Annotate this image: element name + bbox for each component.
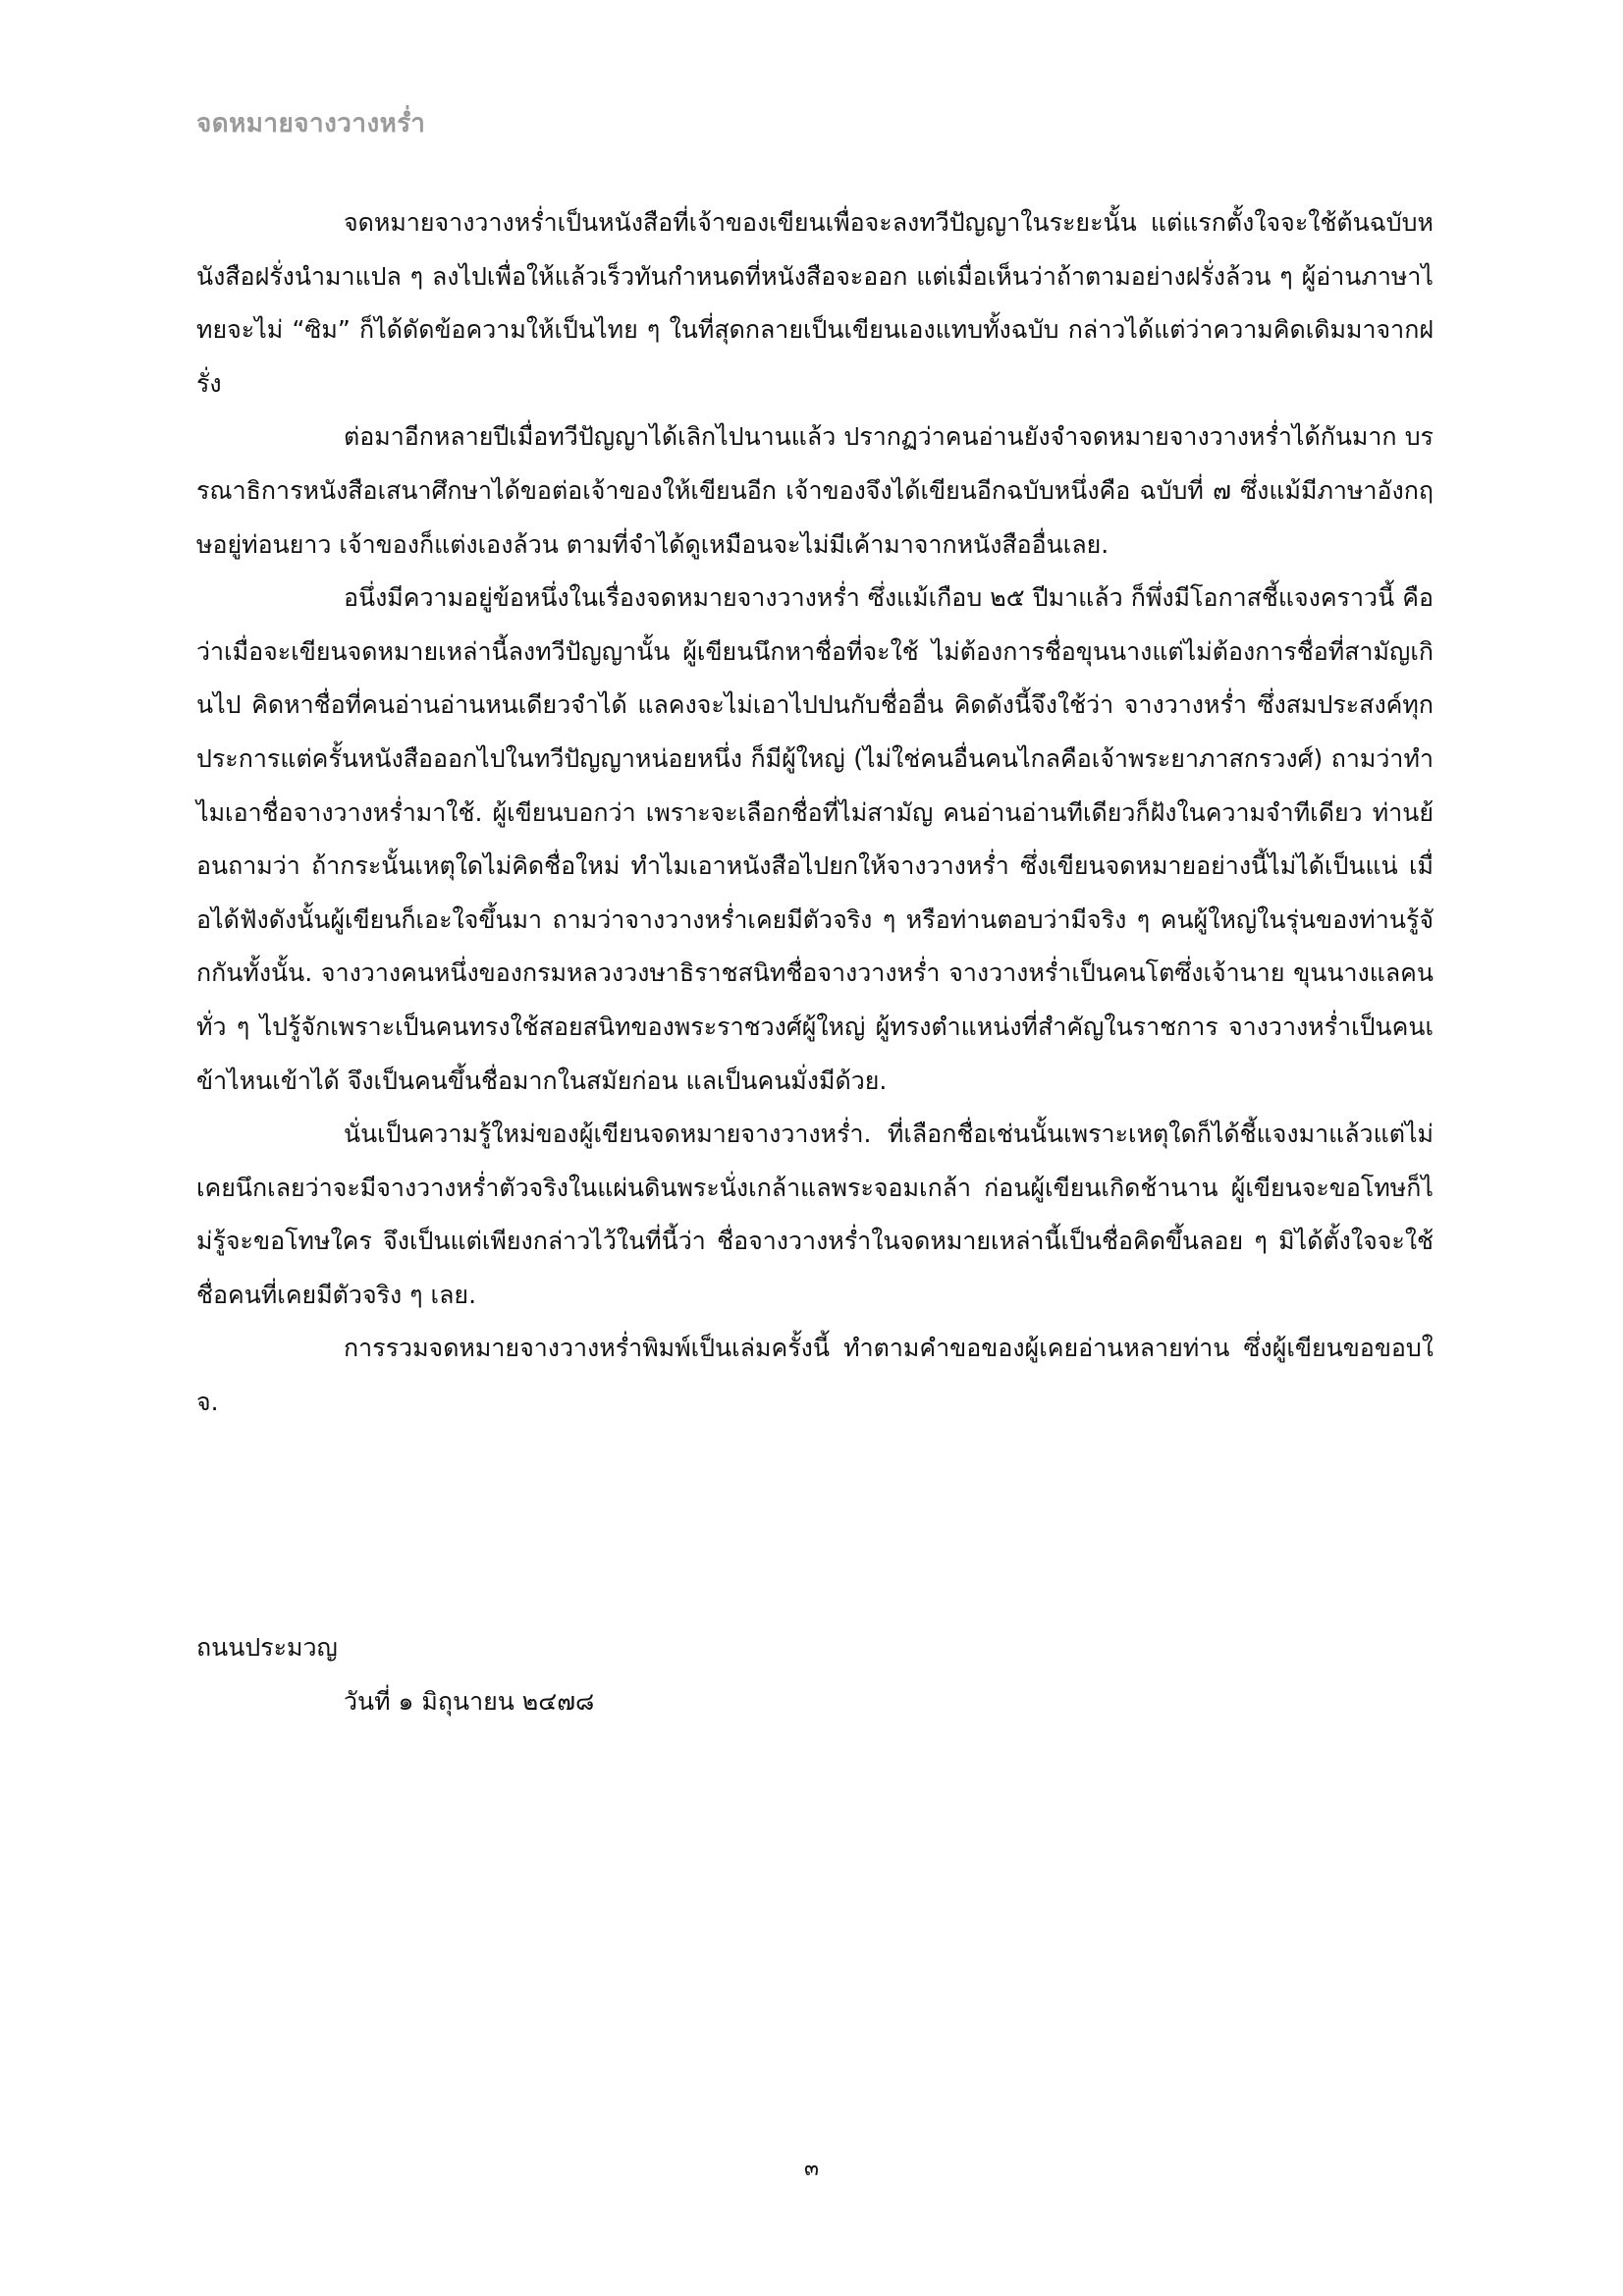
page-number: ๓ xyxy=(803,2157,820,2181)
signature-block xyxy=(196,1620,594,1728)
body-text xyxy=(196,196,1434,1430)
paragraph-2: ต่อมาอีกหลายปีเมื่อทวีปัญญาได้เลิกไปนานแล้ว ปรากฏว่าคนอ่านยังจำจดหมายจางวางหร่ำได้กันมาก บรรณาธิการหนังสือเสนาศึกษาได้ขอต่อเจ้าของให้เขียนอีก เจ้าของจึงได้เขียนอีกฉบับหนึ่งคือ ฉบับที่ ๗ ซึ่งแม้มีภาษาอังกฤษอยู่ท่อนยาว เจ้าของก็แต่งเองล้วน ตามที่จำได้ดูเหมือนจะไม่มีเค้ามาจากหนังสืออื่นเลย. xyxy=(196,422,1434,559)
signature-date: วันที่ ๑ มิถุนายน ๒๔๗๘ xyxy=(344,1687,595,1716)
paragraph-5: การรวมจดหมายจางวางหร่ำพิมพ์เป็นเล่มครั้งนี้ ทำตามคำขอของผู้เคยอ่านหลายท่าน ซึ่งผู้เขียนขอขอบใจ. xyxy=(196,1334,1434,1417)
signature-name: ถนนประมวญ xyxy=(196,1633,338,1662)
paragraph-4: นั่นเป็นความรู้ใหม่ของผู้เขียนจดหมายจางวางหร่ำ. ที่เลือกชื่อเช่นนั้นเพราะเหตุใดก็ได้ชี้แจงมาแล้วแต่ไม่เคยนึกเลยว่าจะมีจางวางหร่ำตัวจริงในแผ่นดินพระนั่งเกล้าแลพระจอมเกล้า ก่อนผู้เขียนเกิดช้านาน ผู้เขียนจะขอโทษก็ไม่รู้จะขอโทษใคร จึงเป็นแต่เพียงกล่าวไว้ในที่นี้ว่า ชื่อจางวางหร่ำในจดหมายเหล่านี้เป็นชื่อคิดขึ้นลอย ๆ มิได้ตั้งใจจะใช้ชื่อคนที่เคยมีตัวจริง ๆ เลย. xyxy=(196,1120,1434,1309)
paragraph-1: จดหมายจางวางหร่ำเป็นหนังสือที่เจ้าของเขียนเพื่อจะลงทวีปัญญาในระยะนั้น แต่แรกตั้งใจจะใช้ต้นฉบับหนังสือฝรั่งนำมาแปล ๆ ลงไปเพื่อให้แล้วเร็วทันกำหนดที่หนังสือจะออก แต่เมื่อเห็นว่าถ้าตามอย่างฝรั่งล้วน ๆ ผู้อ่านภาษาไทยจะไม่ “ซิม” ก็ได้ดัดข้อความให้เป็นไทย ๆ ในที่สุดกลายเป็นเขียนเองแทบทั้งฉบับ กล่าวได้แต่ว่าความคิดเดิมมาจากฝรั่ง xyxy=(196,208,1434,398)
running-header: จดหมายจางวางหร่ำ xyxy=(196,109,426,138)
paragraph-3: อนึ่งมีความอยู่ข้อหนึ่งในเรื่องจดหมายจางวางหร่ำ ซึ่งแม้เกือบ ๒๕ ปีมาแล้ว ก็พึ่งมีโอกาสชี้แจงคราวนี้ คือว่าเมื่อจะเขียนจดหมายเหล่านี้ลงทวีปัญญานั้น ผู้เขียนนึกหาชื่อที่จะใช้ ไม่ต้องการชื่อขุนนางแต่ไม่ต้องการชื่อที่สามัญเกินไป คิดหาชื่อที่คนอ่านอ่านหนเดียวจำได้ แลคงจะไม่เอาไปปนกับชื่ออื่น คิดดังนี้จึงใช้ว่า จางวางหร่ำ ซึ่งสมประสงค์ทุกประการแต่ครั้นหนังสือออกไปในทวีปัญญาหน่อยหนึ่ง ก็มีผู้ใหญ่ (ไม่ใช่คนอื่นคนไกลคือเจ้าพระยาภาสกรวงศ์) ถามว่าทำไมเอาชื่อจางวางหร่ำมาใช้. ผู้เขียนบอกว่า เพราะจะเลือกชื่อที่ไม่สามัญ คนอ่านอ่านทีเดียวก็ฝังในความจำทีเดียว ท่านย้อนถามว่า ถ้ากระนั้นเหตุใดไม่คิดชื่อใหม่ ทำไมเอาหนังสือไปยกให้จางวางหร่ำ ซึ่งเขียนจดหมายอย่างนี้ไม่ได้เป็นแน่ เมื่อได้ฟังดังนั้นผู้เขียนก็เอะใจขึ้นมา ถามว่าจางวางหร่ำเคยมีตัวจริง ๆ หรือท่านตอบว่ามีจริง ๆ คนผู้ใหญ่ในรุ่นของท่านรู้จักกันทั้งนั้น. จางวางคนหนึ่งของกรมหลวงวงษาธิราชสนิทชื่อจางวางหร่ำ จางวางหร่ำเป็นคนโตซึ่งเจ้านาย ขุนนางแลคนทั่ว ๆ ไปรู้จักเพราะเป็นคนทรงใช้สอยสนิทของพระราชวงศ์ผู้ใหญ่ ผู้ทรงตำแหน่งที่สำคัญในราชการ จางวางหร่ำเป็นคนเข้าไหนเข้าได้ จึงเป็นคนขึ้นชื่อมากในสมัยก่อน แลเป็นคนมั่งมีด้วย. xyxy=(196,583,1434,1095)
